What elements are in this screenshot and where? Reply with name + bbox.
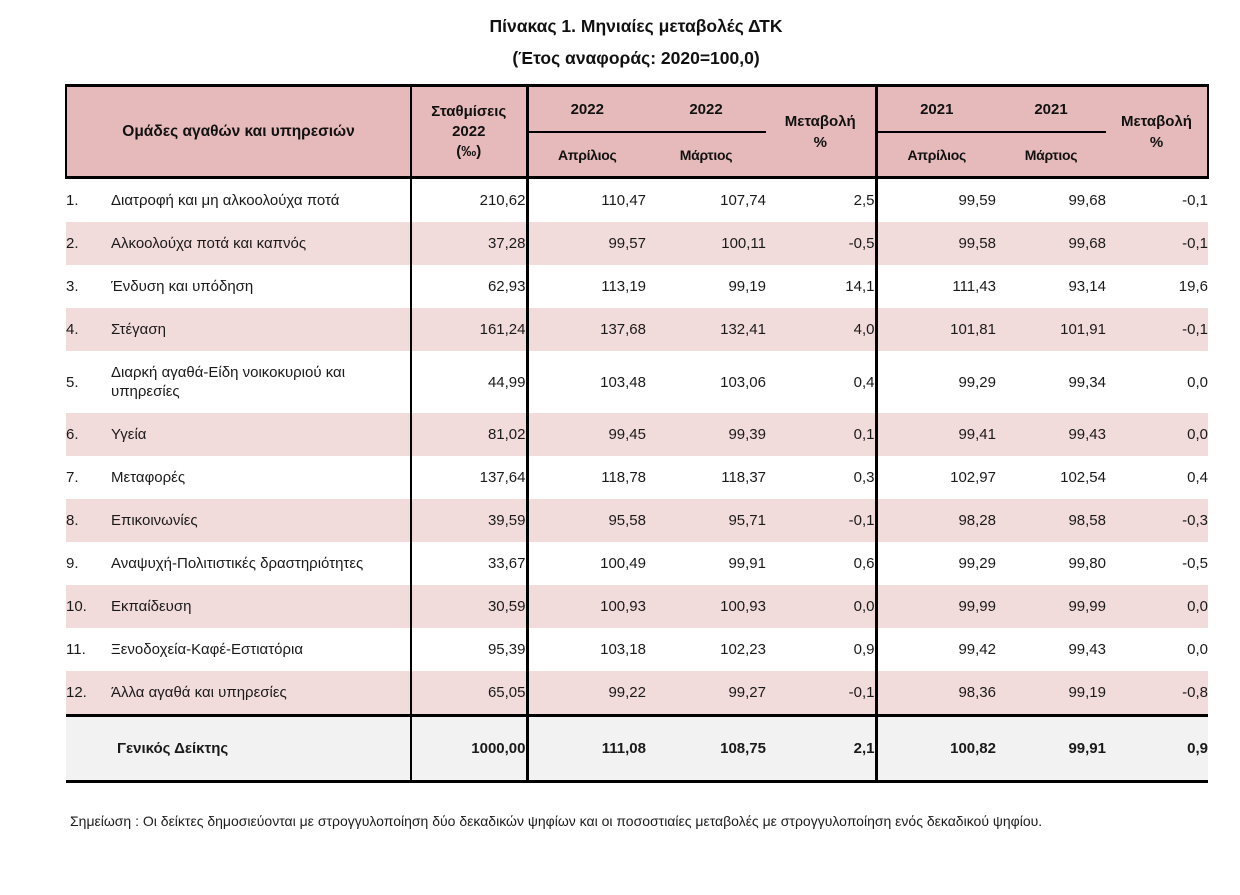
header-row-years (66, 86, 1208, 133)
change-2021: 19,6 (1106, 265, 1208, 308)
table-header (66, 86, 1208, 178)
index-2022-april: 113,19 (527, 265, 646, 308)
category-name: Μεταφορές (111, 456, 411, 499)
index-2022-april: 103,18 (527, 628, 646, 671)
weight-2022: 39,59 (411, 499, 527, 542)
change-2022: 0,4 (766, 351, 876, 413)
change-2022: -0,5 (766, 222, 876, 265)
change-2021: -0,5 (1106, 542, 1208, 585)
title-block (65, 16, 1207, 69)
header-month-april-2021: Απρίλιος (876, 132, 996, 178)
header-change-line1: Μεταβολή (1121, 112, 1192, 130)
index-2022-march: 107,74 (646, 178, 766, 223)
change-2022: 2,5 (766, 178, 876, 223)
table-row (66, 542, 1208, 585)
row-number: 10. (66, 585, 111, 628)
change-2021: -0,1 (1106, 178, 1208, 223)
index-2021-march: 101,91 (996, 308, 1106, 351)
change-2021: -0,3 (1106, 499, 1208, 542)
total-row (66, 716, 1208, 782)
index-2022-march: 118,37 (646, 456, 766, 499)
index-2021-april: 99,29 (876, 542, 996, 585)
index-2021-april: 99,99 (876, 585, 996, 628)
header-weights-line1: Σταθμίσεις (431, 102, 507, 120)
change-2022: 0,1 (766, 413, 876, 456)
change-2021: -0,1 (1106, 308, 1208, 351)
category-name: Αναψυχή-Πολιτιστικές δραστηριότητες (111, 542, 411, 585)
table-row (66, 222, 1208, 265)
weight-2022: 95,39 (411, 628, 527, 671)
index-2021-april: 98,36 (876, 671, 996, 716)
total-label: Γενικός Δείκτης (66, 716, 411, 782)
row-number: 5. (66, 351, 111, 413)
index-2022-april: 137,68 (527, 308, 646, 351)
category-name: Διατροφή και μη αλκοολούχα ποτά (111, 178, 411, 223)
row-number: 1. (66, 178, 111, 223)
weight-2022: 161,24 (411, 308, 527, 351)
index-2021-april: 99,59 (876, 178, 996, 223)
footnote: Σημείωση : Οι δείκτες δημοσιεύονται με στρογγυλοποίηση δύο δεκαδικών ψηφίων και οι ποσοστιαίες μεταβολές με στρογγυλοποίηση ενός δεκαδικού ψηφίου. (70, 813, 1043, 829)
header-month-april-2022: Απρίλιος (527, 132, 646, 178)
document-subtitle: (Έτος αναφοράς: 2020=100,0) (512, 48, 760, 68)
header-year-2021-march: 2021 (996, 86, 1106, 133)
total-weight: 1000,00 (411, 716, 527, 782)
header-change-line1: Μεταβολή (784, 112, 856, 130)
table-total (66, 716, 1208, 782)
index-2022-april: 99,57 (527, 222, 646, 265)
table-row (66, 178, 1208, 223)
weight-2022: 33,67 (411, 542, 527, 585)
index-2022-april: 118,78 (527, 456, 646, 499)
index-2022-april: 110,47 (527, 178, 646, 223)
change-2021: 0,0 (1106, 585, 1208, 628)
row-number: 7. (66, 456, 111, 499)
index-2021-april: 99,41 (876, 413, 996, 456)
change-2021: 0,4 (1106, 456, 1208, 499)
category-name: Άλλα αγαθά και υπηρεσίες (111, 671, 411, 716)
index-2021-march: 99,68 (996, 178, 1106, 223)
index-2021-april: 98,28 (876, 499, 996, 542)
table-row (66, 351, 1208, 413)
weight-2022: 81,02 (411, 413, 527, 456)
index-2021-march: 99,68 (996, 222, 1106, 265)
weight-2022: 37,28 (411, 222, 527, 265)
table-row (66, 456, 1208, 499)
index-2021-march: 99,34 (996, 351, 1106, 413)
index-2021-april: 99,29 (876, 351, 996, 413)
index-2021-march: 99,99 (996, 585, 1106, 628)
header-change-line2: % (1149, 133, 1164, 151)
change-2021: 0,0 (1106, 351, 1208, 413)
header-change-2021 (1106, 86, 1208, 178)
change-2022: 0,9 (766, 628, 876, 671)
index-2022-march: 99,27 (646, 671, 766, 716)
change-2022: 0,0 (766, 585, 876, 628)
index-2022-april: 103,48 (527, 351, 646, 413)
table-row (66, 413, 1208, 456)
weight-2022: 30,59 (411, 585, 527, 628)
total-index-2022-march: 108,75 (646, 716, 766, 782)
change-2021: 0,0 (1106, 413, 1208, 456)
index-2021-march: 93,14 (996, 265, 1106, 308)
index-2022-april: 95,58 (527, 499, 646, 542)
table-row (66, 265, 1208, 308)
index-2022-march: 99,19 (646, 265, 766, 308)
table-row (66, 671, 1208, 716)
header-weights-line2: 2022 (452, 122, 486, 140)
index-2021-april: 102,97 (876, 456, 996, 499)
weight-2022: 62,93 (411, 265, 527, 308)
index-2022-march: 100,11 (646, 222, 766, 265)
row-number: 11. (66, 628, 111, 671)
change-2022: -0,1 (766, 499, 876, 542)
index-2022-april: 99,45 (527, 413, 646, 456)
index-2021-april: 111,43 (876, 265, 996, 308)
change-2022: 14,1 (766, 265, 876, 308)
table-body (66, 178, 1208, 716)
table-row (66, 499, 1208, 542)
category-name: Ένδυση και υπόδηση (111, 265, 411, 308)
change-2022: 0,3 (766, 456, 876, 499)
index-2021-march: 99,43 (996, 628, 1106, 671)
index-2022-april: 99,22 (527, 671, 646, 716)
row-number: 3. (66, 265, 111, 308)
category-name: Ξενοδοχεία-Καφέ-Εστιατόρια (111, 628, 411, 671)
weight-2022: 65,05 (411, 671, 527, 716)
document-title: Πίνακας 1. Μηνιαίες μεταβολές ΔΤΚ (489, 16, 783, 36)
index-2022-march: 102,23 (646, 628, 766, 671)
header-year-2022-april: 2022 (527, 86, 646, 133)
category-name: Αλκοολούχα ποτά και καπνός (111, 222, 411, 265)
change-2021: 0,0 (1106, 628, 1208, 671)
header-change-line2: % (813, 133, 827, 151)
header-month-march-2022: Μάρτιος (646, 132, 766, 178)
index-2021-april: 99,42 (876, 628, 996, 671)
header-change-2022 (766, 86, 876, 178)
change-2021: -0,8 (1106, 671, 1208, 716)
index-2022-march: 132,41 (646, 308, 766, 351)
weight-2022: 137,64 (411, 456, 527, 499)
total-change-2021: 0,9 (1106, 716, 1208, 782)
category-name: Διαρκή αγαθά-Είδη νοικοκυριού και υπηρεσίες (111, 351, 411, 413)
index-2021-march: 102,54 (996, 456, 1106, 499)
row-number: 9. (66, 542, 111, 585)
total-index-2022-april: 111,08 (527, 716, 646, 782)
change-2022: 0,6 (766, 542, 876, 585)
weight-2022: 210,62 (411, 178, 527, 223)
index-2022-march: 99,39 (646, 413, 766, 456)
total-change-2022: 2,1 (766, 716, 876, 782)
change-2022: -0,1 (766, 671, 876, 716)
header-year-2021-april: 2021 (876, 86, 996, 133)
total-index-2021-march: 99,91 (996, 716, 1106, 782)
index-2022-april: 100,49 (527, 542, 646, 585)
cpi-table (65, 84, 1209, 783)
row-number: 12. (66, 671, 111, 716)
index-2021-march: 99,19 (996, 671, 1106, 716)
change-2021: -0,1 (1106, 222, 1208, 265)
index-2022-april: 100,93 (527, 585, 646, 628)
header-month-march-2021: Μάρτιος (996, 132, 1106, 178)
row-number: 2. (66, 222, 111, 265)
row-number: 4. (66, 308, 111, 351)
index-2022-march: 103,06 (646, 351, 766, 413)
change-2022: 4,0 (766, 308, 876, 351)
index-2021-march: 98,58 (996, 499, 1106, 542)
category-name: Υγεία (111, 413, 411, 456)
index-2021-march: 99,43 (996, 413, 1106, 456)
index-2021-march: 99,80 (996, 542, 1106, 585)
header-year-2022-march: 2022 (646, 86, 766, 133)
weight-2022: 44,99 (411, 351, 527, 413)
table-row (66, 628, 1208, 671)
category-name: Επικοινωνίες (111, 499, 411, 542)
table-row (66, 308, 1208, 351)
total-index-2021-april: 100,82 (876, 716, 996, 782)
category-name: Εκπαίδευση (111, 585, 411, 628)
row-number: 6. (66, 413, 111, 456)
index-2022-march: 100,93 (646, 585, 766, 628)
category-name: Στέγαση (111, 308, 411, 351)
header-groups: Ομάδες αγαθών και υπηρεσιών (66, 86, 411, 178)
index-2021-april: 101,81 (876, 308, 996, 351)
index-2022-march: 99,91 (646, 542, 766, 585)
table-row (66, 585, 1208, 628)
header-weights-line3: (‰) (456, 142, 482, 160)
header-weights (411, 86, 527, 178)
index-2021-april: 99,58 (876, 222, 996, 265)
index-2022-march: 95,71 (646, 499, 766, 542)
row-number: 8. (66, 499, 111, 542)
